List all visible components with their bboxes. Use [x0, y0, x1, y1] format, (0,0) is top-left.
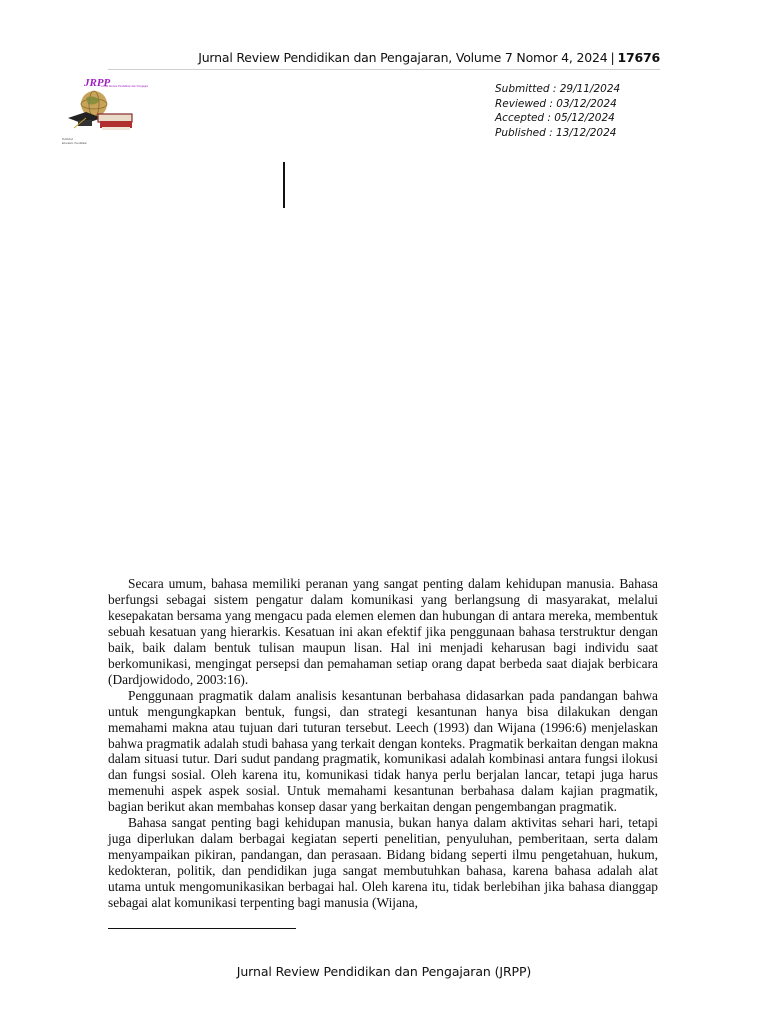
- journal-citation: Jurnal Review Pendidikan dan Pengajaran, Volume 7 Nomor 4, 2024: [198, 50, 608, 65]
- article-body: [108, 576, 658, 911]
- journal-logo: [58, 74, 148, 154]
- date-reviewed: Reviewed : 03/12/2024: [495, 97, 617, 110]
- date-published: Published : 13/12/2024: [495, 126, 617, 139]
- logo-subtitle: Jurnal Review Pendidikan dan Pengajaran: [101, 85, 148, 88]
- paragraph: Penggunaan pragmatik dalam analisis kesantunan berbahasa didasarkan pada pandangan bahwa untuk mengungkapkan bentuk, fungsi, dan strategi kesantunan hanya bisa dilakukan dengan memahami makna atau tujuan dari tuturan tersebut. Leech (1993) dan Wijana (1996:6) menjelaskan bahwa pragmatik adalah studi bahasa yang terkait dengan konteks. Pragmatik berkaitan dengan makna dalam situasi tutur. Dari sudut pandang pragmatik, komunikasi adalah kombinasi antara fungsi ilokusi dan fungsi sosial. Oleh karena itu, komunikasi tidak hanya perlu berjalan lancar, tetapi juga harus memenuhi aspek aspek sosial. Untuk memahami kesantunan berbahasa dalam kajian pragmatik, bagian berikut akan membahas konsep dasar yang berkaitan dengan pengembangan pragmatik.: [108, 687, 658, 815]
- header-separator: |: [610, 50, 615, 65]
- header-rule: [108, 69, 660, 70]
- date-accepted: Accepted : 05/12/2024: [495, 112, 615, 125]
- svg-text:Education, Pendidikan: Education, Pendidikan: [62, 142, 87, 145]
- footnote-rule: [108, 928, 296, 929]
- svg-text:Published: Published: [62, 138, 73, 141]
- paragraph: Secara umum, bahasa memiliki peranan yang sangat penting dalam kehidupan manusia. Bahasa berfungsi sebagai sistem pengatur dalam komunikasi yang berlangsung di masyarakat, melalui kesepakatan bersama yang mengacu pada elemen elemen dan hubungan di antara mereka, membentuk sebuah kesatuan yang hierarkis. Kesatuan ini akan efektif jika penggunaan bahasa terstruktur dengan baik, baik dalam bentuk tulisan maupun lisan. Hal ini menjadi keharusan bagi individu saat berkomunikasi, mengingat persepsi dan pemahaman setiap orang dapat berbeda saat diajak berbicara (Dardjowidodo, 2003:16).: [108, 576, 658, 687]
- page-number: 17676: [617, 50, 660, 65]
- running-header: [108, 50, 660, 65]
- submission-dates: [495, 82, 620, 140]
- logo-text: JRPP: [84, 77, 111, 89]
- paragraph: Bahasa sangat penting bagi kehidupan manusia, bukan hanya dalam aktivitas sehari hari, tetapi juga diperlukan dalam berbagai kegiatan seperti penelitian, penyuluhan, pemberitaan, serta dalam menyampaikan pikiran, pandangan, dan perasaan. Bidang bidang seperti ilmu pengetahuan, hukum, kedokteran, politik, dan pendidikan juga sangat membutuhkan bahasa, karena bahasa adalah alat utama untuk mengomunikasikan berbagai hal. Oleh karena itu, tidak berlebihan jika bahasa dianggap sebagai alat komunikasi terpenting bagi manusia (Wijana,: [108, 815, 658, 911]
- text-cursor: [283, 162, 285, 208]
- running-footer: Jurnal Review Pendidikan dan Pengajaran (JRPP): [236, 964, 532, 979]
- date-submitted: Submitted : 29/11/2024: [495, 83, 621, 95]
